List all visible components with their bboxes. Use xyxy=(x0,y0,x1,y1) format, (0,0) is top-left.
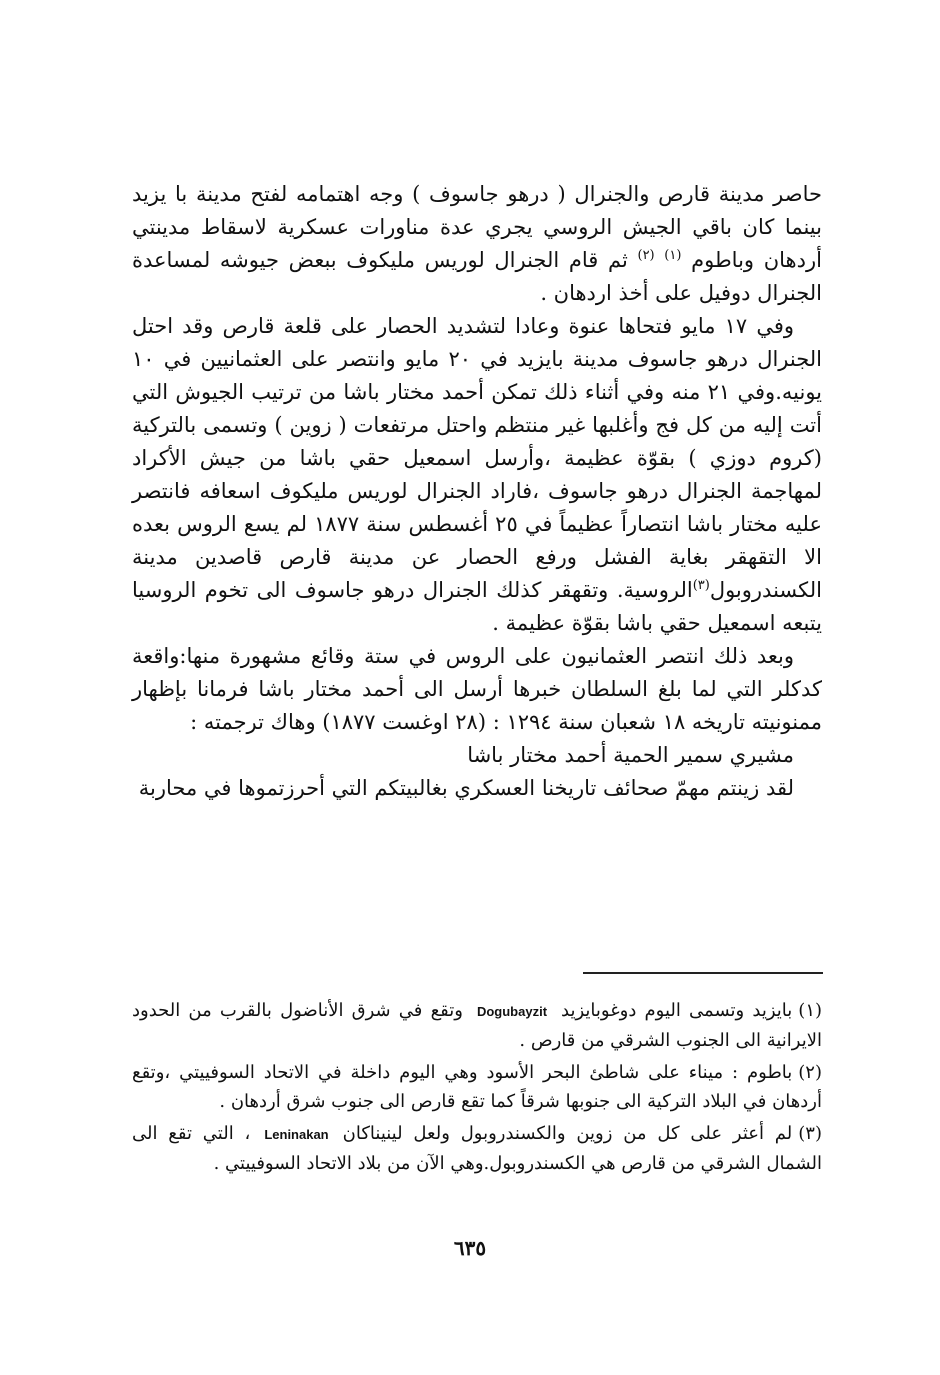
footnote-ref-1: (١) xyxy=(664,248,682,263)
page-number: ٦٣٥ xyxy=(453,1236,487,1260)
paragraph-1-text-cont: ثم قام الجنرال لوريس مليكوف ببعض جيوشه لمساعدة الجنرال دوفيل على أخذ اردهان . xyxy=(132,248,822,305)
footnote-1-text: بايزيد وتسمى اليوم دوغوبايزيد xyxy=(561,1000,793,1021)
footnote-2 xyxy=(132,1058,822,1116)
footnotes xyxy=(132,996,822,1181)
footnote-separator xyxy=(583,972,823,974)
footnote-1-number: (١) xyxy=(798,1000,823,1021)
footnote-3-latin-term: Leninakan xyxy=(264,1127,329,1142)
footnote-1-text-cont: وتقع في شرق الأناضول بالقرب من الحدود الايرانية الى الجنوب الشرقي من قارص . xyxy=(132,1000,822,1051)
paragraph-5: لقد زينتم مهمّ صحائف تاريخنا العسكري بغالبيتكم التي أحرزتموها في محاربة xyxy=(138,776,794,800)
footnote-ref-2: (٢) xyxy=(637,248,655,263)
footnote-2-number: (٢) xyxy=(798,1062,822,1083)
paragraph-2-text: وفي ١٧ مايو فتحاها عنوة وعادا لتشديد الحصار على قلعة قارص وقد احتل الجنرال درهو جاسوف مدينة بايزيد في ٢٠ مايو وانتصر على العثمانيين في ١٠ يونيه.وفي ٢١ منه وفي أثناء ذلك تمكن أحمد مختار باشا من ترتيب الجيوش التي أتت إليه من كل فج وأغلبها غير منتظم واحتل مرتفعات ( زوين ) وتسمى بالتركية (كروم دوزي ) بقوّة عظيمة ،وأرسل اسمعيل حقي باشا من جيش الأكراد لمهاجمة الجنرال درهو جاسوف ،فاراد الجنرال لوريس مليكوف اسعافه فانتصر عليه مختار باشا انتصاراً عظيماً في ٢٥ أغسطس سنة ١٨٧٧ لم يسع الروس بعده الا التقهقر بغاية الفشل ورفع الحصار عن مدينة قارص قاصدين مدينة الكسندروبول xyxy=(132,314,823,602)
footnote-2-text: باطوم : ميناء على شاطئ البحر الأسود وهي اليوم داخلة في الاتحاد السوفييتي ،وتقع أردهان في البلاد التركية الى جنوبها شرقاً كما تقع قارص الى جنوب شرق أردهان . xyxy=(132,1062,822,1112)
paragraph-1 xyxy=(132,178,822,310)
footnote-3-number: (٣) xyxy=(798,1123,822,1144)
paragraph-1-text: حاصر مدينة قارص والجنرال ( درهو جاسوف ) وجه اهتمامه لفتح مدينة با يزيد بينما كان باقي الجيش الروسي يجري عدة مناورات عسكرية لاسقاط مدينتي أردهان وباطوم xyxy=(132,182,822,272)
footnote-1 xyxy=(132,996,822,1055)
paragraph-2 xyxy=(132,310,822,640)
paragraph-3: وبعد ذلك انتصر العثمانيون على الروس في ستة وقائع مشهورة منها:واقعة كدكلر التي لما بلغ السلطان خبرها أرسل الى أحمد مختار باشا فرمانا بإظهار ممنونيته تاريخه ١٨ شعبان سنة ١٢٩٤ : (٢٨ اوغست ١٨٧٧) وهاك ترجمته : xyxy=(132,644,822,734)
salutation-line: مشيري سمير الحمية أحمد مختار باشا xyxy=(467,743,794,767)
footnote-3 xyxy=(132,1119,822,1178)
footnote-ref-3: (٣) xyxy=(692,578,710,593)
footnote-1-latin-term: Dogubayzit xyxy=(476,1004,548,1019)
footnote-3-text-cont: ، التي تقع الى الشمال الشرقي من قارص هي الكسندروبول.وهي الآن من بلاد الاتحاد السوفييتي . xyxy=(132,1123,822,1174)
footnote-3-text: لم أعثر على كل من زوين والكسندروبول ولعل لينيناكان xyxy=(342,1123,793,1144)
main-text xyxy=(132,178,822,805)
paragraph-2-text-cont: الروسية. وتقهقر كذلك الجنرال درهو جاسوف الى تخوم الروسيا يتبعه اسمعيل حقي باشا بقوّة عظيمة . xyxy=(132,578,822,635)
